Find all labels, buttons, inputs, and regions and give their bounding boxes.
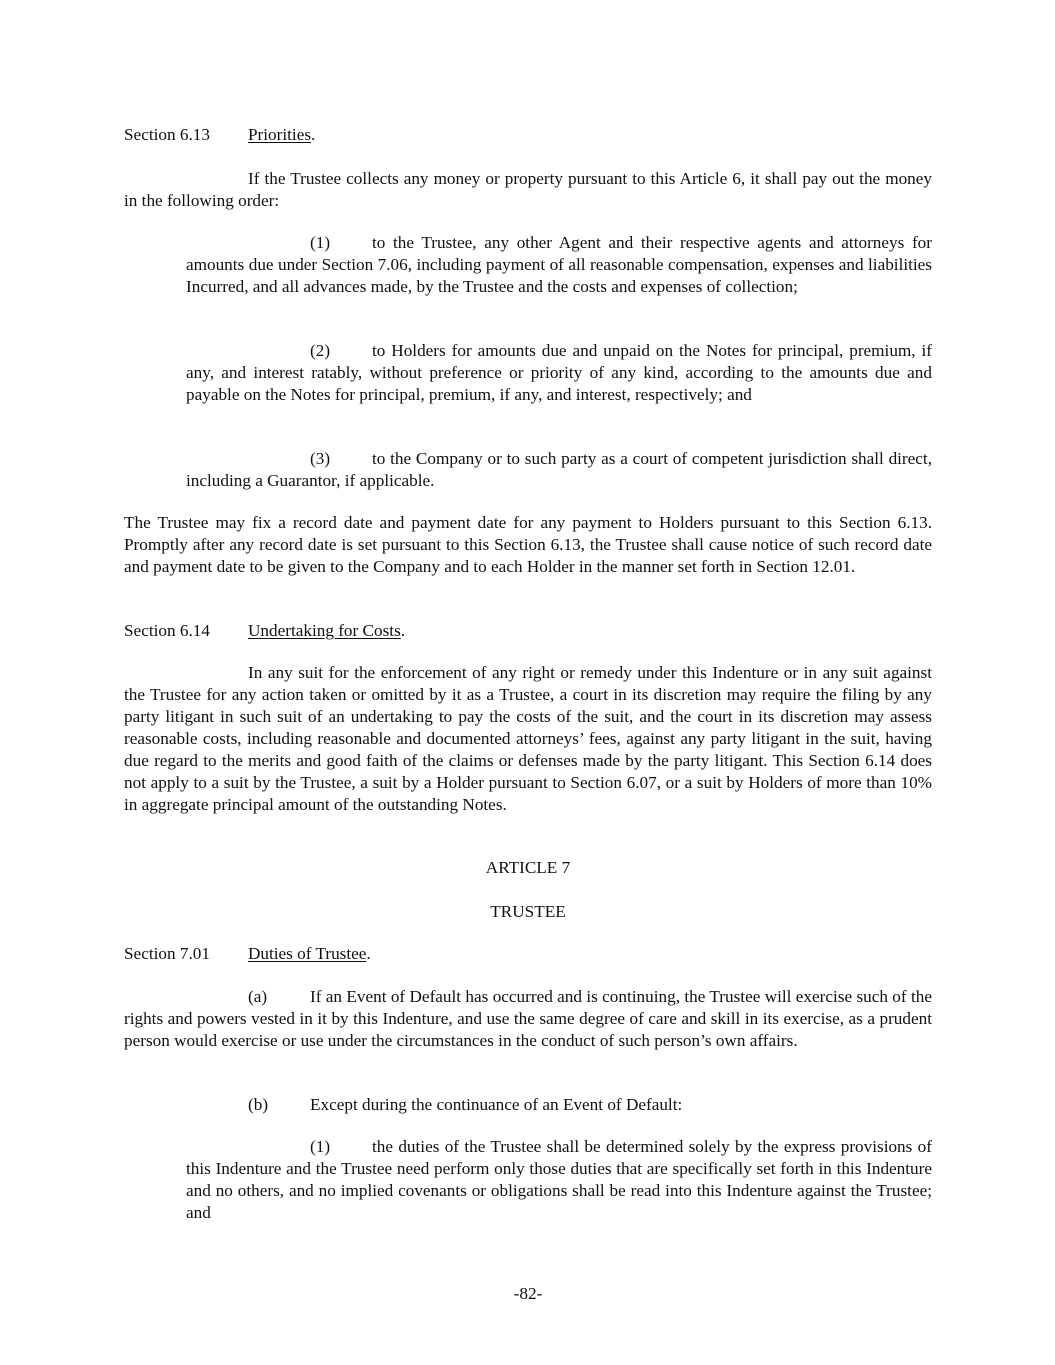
list-item [186,232,932,298]
item-text: to the Company or to such party as a court of competent jurisdiction shall direct, including a Guarantor, if applicable. [186,449,932,490]
section-title: Priorities [248,125,312,144]
section-number: Section 6.13 [124,125,210,144]
section-heading: Section 7.01 Duties of Trustee. [124,944,371,963]
item-text: If an Event of Default has occurred and is continuing, the Trustee will exercise such of the rights and powers vested in it by this Indenture, and use the same degree of care and skill in its exercise, as a prudent person would exercise or use under the circumstances in the conduct of such person’s own affairs. [124,987,932,1050]
item-marker: (a) [248,987,268,1006]
section-heading: Section 6.14 Undertaking for Costs. [124,621,406,640]
section-number: Section 6.14 [124,621,210,640]
paragraph: In any suit for the enforcement of any right or remedy under this Indenture or in any suit against the Trustee for any action taken or omitted by it as a Trustee, a court in its discretion may require the filing by any party litigant in such suit of an undertaking to pay the costs of the suit, and the court in its discretion may assess reasonable costs, including reasonable and documented attorneys’ fees, against any party litigant in the suit, having due regard to the merits and good faith of the claims or defenses made by the party litigant. This Section 6.14 does not apply to a suit by the Trustee, a suit by a Holder pursuant to Section 6.07, or a suit by Holders of more than 10% in aggregate principal amount of the outstanding Notes. [124,663,932,814]
section-heading: Section 6.13 Priorities. [124,125,316,144]
paragraph [124,1094,932,1116]
item-marker: (2) [310,341,331,360]
item-marker: (1) [310,1137,331,1156]
item-marker: (3) [310,449,331,468]
section-number: Section 7.01 [124,944,210,963]
section-title: Duties of Trustee [248,944,367,963]
item-marker: (1) [310,233,331,252]
item-text: to the Trustee, any other Agent and their respective agents and attorneys for amounts due under Section 7.06, including payment of all reasonable compensation, expenses and liabilities Incurred, and all advances made, by the Trustee and the costs and expenses of collection; [186,233,932,296]
section-title: Undertaking for Costs [248,621,401,640]
paragraph: If the Trustee collects any money or property pursuant to this Article 6, it shall pay out the money in the following order: [124,169,932,210]
list-item [186,1136,932,1224]
list-item [186,340,932,406]
item-marker: (b) [248,1095,269,1114]
item-text: the duties of the Trustee shall be determined solely by the express provisions of this Indenture and the Trustee need perform only those duties that are specifically set forth in this Indenture and no others, and no implied covenants or obligations shall be read into this Indenture against the Trustee; and [186,1137,932,1222]
list-item [186,448,932,492]
paragraph [124,986,932,1052]
article-label: ARTICLE 7 [485,858,571,877]
item-text: Except during the continuance of an Event of Default: [310,1095,683,1114]
article-title: TRUSTEE [490,902,566,921]
item-text: to Holders for amounts due and unpaid on the Notes for principal, premium, if any, and interest ratably, without preference or priority of any kind, according to the amounts due and payable on the Notes for principal, premium, if any, and interest, respectively; and [186,341,932,404]
page-number: -82- [513,1284,543,1303]
paragraph: The Trustee may fix a record date and payment date for any payment to Holders pursuant to this Section 6.13. Promptly after any record date is set pursuant to this Section 6.13, the Trustee shall cause notice of such record date and payment date to be given to the Company and to each Holder in the manner set forth in Section 12.01. [124,513,932,576]
